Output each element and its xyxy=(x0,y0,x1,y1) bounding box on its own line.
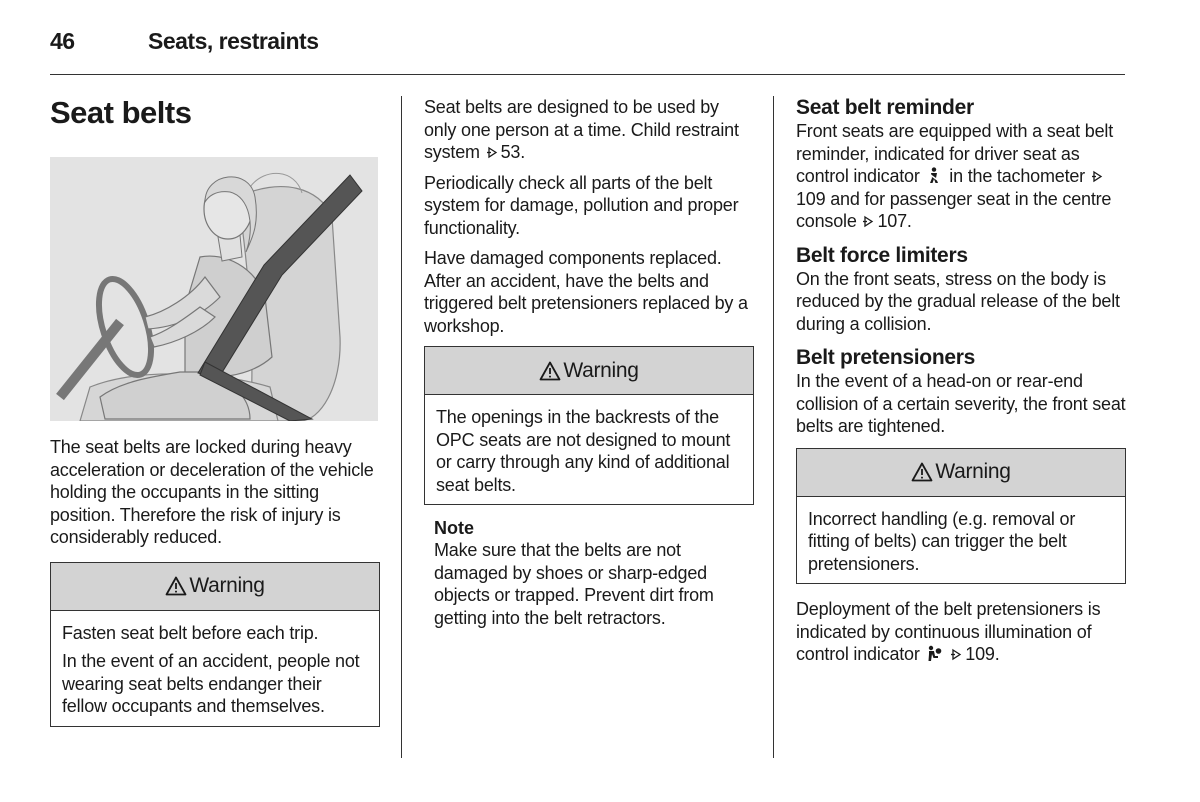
seat-belt-reminder-heading: Seat belt reminder xyxy=(796,96,974,119)
section-title: Seat belts xyxy=(50,95,192,130)
column-3 xyxy=(796,96,1126,666)
chapter-title: Seats, restraints xyxy=(148,28,319,54)
warning-body xyxy=(51,611,379,726)
column-1 xyxy=(50,96,380,727)
page-reference-arrow-icon xyxy=(1092,170,1104,183)
page-reference-arrow-icon xyxy=(863,215,875,228)
warning-paragraph-2: In the event of an accident, people not wearing seat belts endanger their fellow occupants and themselves. xyxy=(62,651,360,716)
warning-body xyxy=(797,497,1125,584)
page-header xyxy=(50,26,1125,76)
warning-paragraph-1: Fasten seat belt before each trip. xyxy=(62,622,319,643)
belt-force-limiters-paragraph: On the front seats, stress on the body is reduced by the gradual release of the belt during a collision. xyxy=(796,268,1120,334)
damaged-components-paragraph: Have damaged components replaced. After an accident, have the belts and triggered belt pretensioners replaced by a workshop. xyxy=(424,248,748,336)
reminder-text-a: Front seats are equipped with a seat belt reminder, indicated for driver seat as control indicator xyxy=(796,121,1113,186)
tachometer-page-ref[interactable]: 109 xyxy=(796,188,826,209)
driver-wearing-seat-belt-image xyxy=(50,157,378,421)
header-divider xyxy=(50,74,1125,75)
indicator-page-ref[interactable]: 109. xyxy=(965,644,1000,664)
single-occupant-paragraph xyxy=(424,96,754,164)
note-label: Note xyxy=(434,518,474,538)
page-reference-arrow-icon xyxy=(951,648,963,661)
check-belts-paragraph: Periodically check all parts of the belt system for damage, pollution and proper functionality. xyxy=(424,172,739,238)
warning-heading xyxy=(51,563,379,611)
warning-heading xyxy=(797,449,1125,497)
reminder-text-c: and for passenger seat in the centre console xyxy=(796,188,1112,231)
warning-heading-text: Warning xyxy=(189,574,265,597)
centre-console-page-ref[interactable]: 107. xyxy=(877,211,912,231)
seat-belt-reminder-paragraph xyxy=(796,120,1126,233)
page-number: 46 xyxy=(50,28,75,54)
warning-heading xyxy=(425,347,753,395)
single-occupant-text: Seat belts are designed to be used by only one person at a time. Child restraint system xyxy=(424,97,739,162)
warning-body xyxy=(425,395,753,504)
warning-paragraph: Incorrect handling (e.g. removal or fitting of belts) can trigger the belt pretensioners. xyxy=(808,508,1076,574)
column-2 xyxy=(424,96,754,629)
page-reference-arrow-icon xyxy=(487,146,499,159)
intro-paragraph: The seat belts are locked during heavy acceleration or deceleration of the vehicle holding the occupants in the sitting position. Therefore the risk of injury is considerably reduced. xyxy=(50,437,374,547)
belt-pretensioners-heading: Belt pretensioners xyxy=(796,346,975,369)
seat-belt-illustration xyxy=(50,157,378,421)
warning-heading-text: Warning xyxy=(935,460,1011,483)
child-restraint-page-ref[interactable]: 53. xyxy=(500,142,526,162)
warning-triangle-icon xyxy=(165,576,187,596)
warning-box-opc-seats xyxy=(424,346,754,505)
warning-paragraph: The openings in the backrests of the OPC seats are not designed to mount or carry through any kind of additional seat belts. xyxy=(436,407,731,495)
warning-triangle-icon xyxy=(539,361,561,381)
warning-heading-text: Warning xyxy=(563,358,639,382)
note-block xyxy=(424,517,754,629)
warning-box-pretensioners xyxy=(796,448,1126,585)
column-divider-right xyxy=(773,96,774,758)
warning-triangle-icon xyxy=(911,462,933,482)
belt-force-limiters-heading: Belt force limiters xyxy=(796,243,968,267)
column-divider-left xyxy=(401,96,402,758)
pretensioner-deployment-paragraph xyxy=(796,598,1126,666)
airbag-pretensioner-indicator-icon xyxy=(926,645,942,662)
warning-box-fasten-belt xyxy=(50,562,380,727)
belt-pretensioners-paragraph: In the event of a head-on or rear-end collision of a certain severity, the front seat belts are tightened. xyxy=(796,371,1126,436)
deployment-text: Deployment of the belt pretensioners is indicated by continuous illumination of control indicator xyxy=(796,599,1101,664)
note-text: Make sure that the belts are not damaged by shoes or sharp-edged objects or trapped. Prevent dirt from getting into the belt retractors. xyxy=(434,540,714,628)
reminder-text-b: in the tachometer xyxy=(949,166,1085,186)
seat-belt-reminder-icon xyxy=(926,167,942,184)
